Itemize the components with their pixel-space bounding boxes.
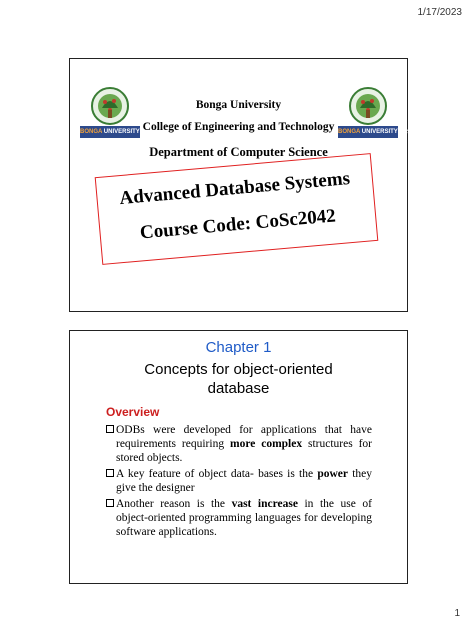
bullet-list [106, 423, 372, 541]
college-name: College of Engineering and Technology [142, 121, 335, 133]
checkbox-bullet-icon [106, 499, 114, 507]
checkbox-bullet-icon [106, 469, 114, 477]
bullet-item: ODBs were developed for applications that have requirements requiring more complex structures for stored objects. [106, 423, 372, 465]
chapter-title [70, 360, 407, 398]
chapter-slide [69, 330, 408, 584]
chapter-title-line: database [207, 380, 270, 397]
course-title: Advanced Database Systems [118, 168, 351, 210]
course-title-box [95, 153, 379, 265]
chapter-title-line: Concepts for object-oriented [144, 361, 333, 378]
overview-heading: Overview [106, 405, 160, 419]
course-code: Course Code: CoSc2042 [139, 205, 337, 244]
logo-caption: BONGA UNIVERSITY · ቦንጋ [80, 126, 140, 138]
title-slide [69, 58, 414, 312]
page-date: 1/17/2023 [417, 7, 462, 18]
department-name: Department of Computer Science [149, 145, 328, 159]
checkbox-bullet-icon [106, 425, 114, 433]
university-name: Bonga University [195, 99, 282, 111]
logo-caption: BONGA UNIVERSITY · ቦንጋ [338, 126, 398, 138]
bullet-item: Another reason is the vast increase in the use of object-oriented programming languages for developing software applications. [106, 497, 372, 539]
page-number: 1 [454, 608, 460, 619]
bullet-item: A key feature of object data- bases is the power they give the designer [106, 467, 372, 495]
chapter-number: Chapter 1 [205, 339, 272, 356]
